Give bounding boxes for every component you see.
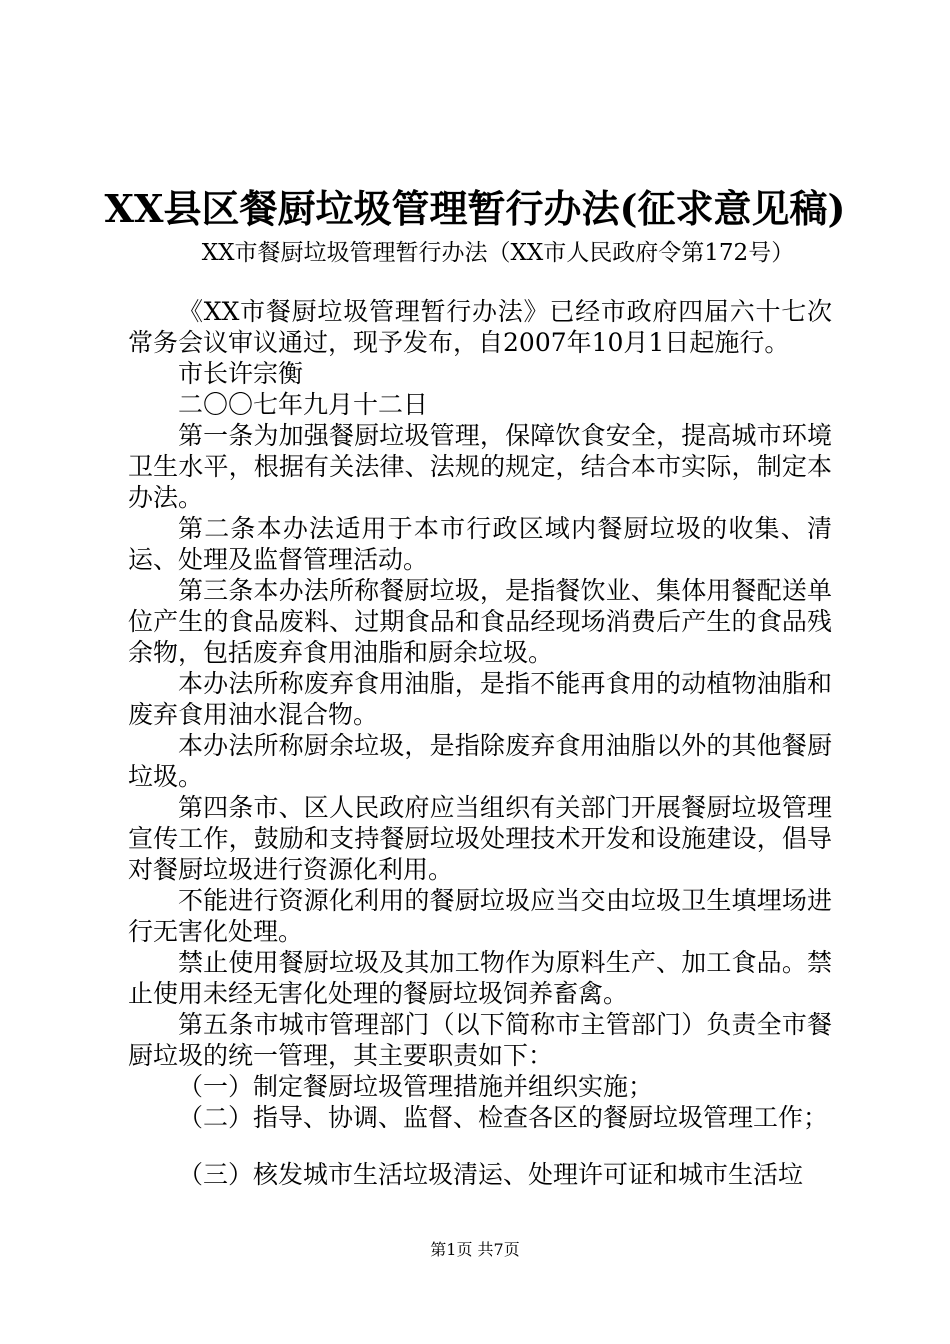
paragraph-article-5-item-3: （三）核发城市生活垃圾清运、处理许可证和城市生活垃 xyxy=(178,1160,804,1189)
paragraph-article-5-item-1: （一）制定餐厨垃圾管理措施并组织实施； xyxy=(178,1072,654,1101)
paragraph-article-4-landfill: 不能进行资源化利用的餐厨垃圾应当交由垃圾卫生填埋场进行无害化处理。 xyxy=(128,886,832,946)
paragraph-article-5: 第五条市城市管理部门（以下简称市主管部门）负责全市餐厨垃圾的统一管理，其主要职责如下： xyxy=(128,1010,832,1070)
paragraph-article-3: 第三条本办法所称餐厨垃圾，是指餐饮业、集体用餐配送单位产生的食品废料、过期食品和食品经现场消费后产生的食品残余物，包括废弃食用油脂和厨余垃圾。 xyxy=(128,576,832,667)
paragraph-article-1: 第一条为加强餐厨垃圾管理，保障饮食安全，提高城市环境卫生水平，根据有关法律、法规的规定，结合本市实际，制定本办法。 xyxy=(128,421,832,512)
page-footer: 第1页 共7页 xyxy=(430,1240,520,1259)
paragraph-article-2: 第二条本办法适用于本市行政区域内餐厨垃圾的收集、清运、处理及监督管理活动。 xyxy=(128,514,832,574)
paragraph-article-4: 第四条市、区人民政府应当组织有关部门开展餐厨垃圾管理宣传工作，鼓励和支持餐厨垃圾处理技术开发和设施建设，倡导对餐厨垃圾进行资源化利用。 xyxy=(128,793,832,884)
paragraph-article-3-oil: 本办法所称废弃食用油脂，是指不能再食用的动植物油脂和废弃食用油水混合物。 xyxy=(128,669,832,729)
paragraph-article-3-kitchen: 本办法所称厨余垃圾，是指除废弃食用油脂以外的其他餐厨垃圾。 xyxy=(128,731,832,791)
document-subtitle: XX市餐厨垃圾管理暂行办法（XX市人民政府令第172号） xyxy=(201,240,795,266)
paragraph-article-5-item-2: （二）指导、协调、监督、检查各区的餐厨垃圾管理工作； xyxy=(178,1103,829,1132)
document-body xyxy=(128,296,832,1190)
paragraph-signer: 市长许宗衡 xyxy=(178,359,304,388)
paragraph-date: 二〇〇七年九月十二日 xyxy=(178,390,429,419)
paragraph-intro: 《XX市餐厨垃圾管理暂行办法》已经市政府四届六十七次常务会议审议通过，现予发布，自2007年10月1日起施行。 xyxy=(128,297,832,357)
document-title: XX县区餐厨垃圾管理暂行办法(征求意见稿) xyxy=(104,186,846,231)
paragraph-article-4-prohibit: 禁止使用餐厨垃圾及其加工物作为原料生产、加工食品。禁止使用未经无害化处理的餐厨垃圾饲养畜禽。 xyxy=(128,948,832,1008)
